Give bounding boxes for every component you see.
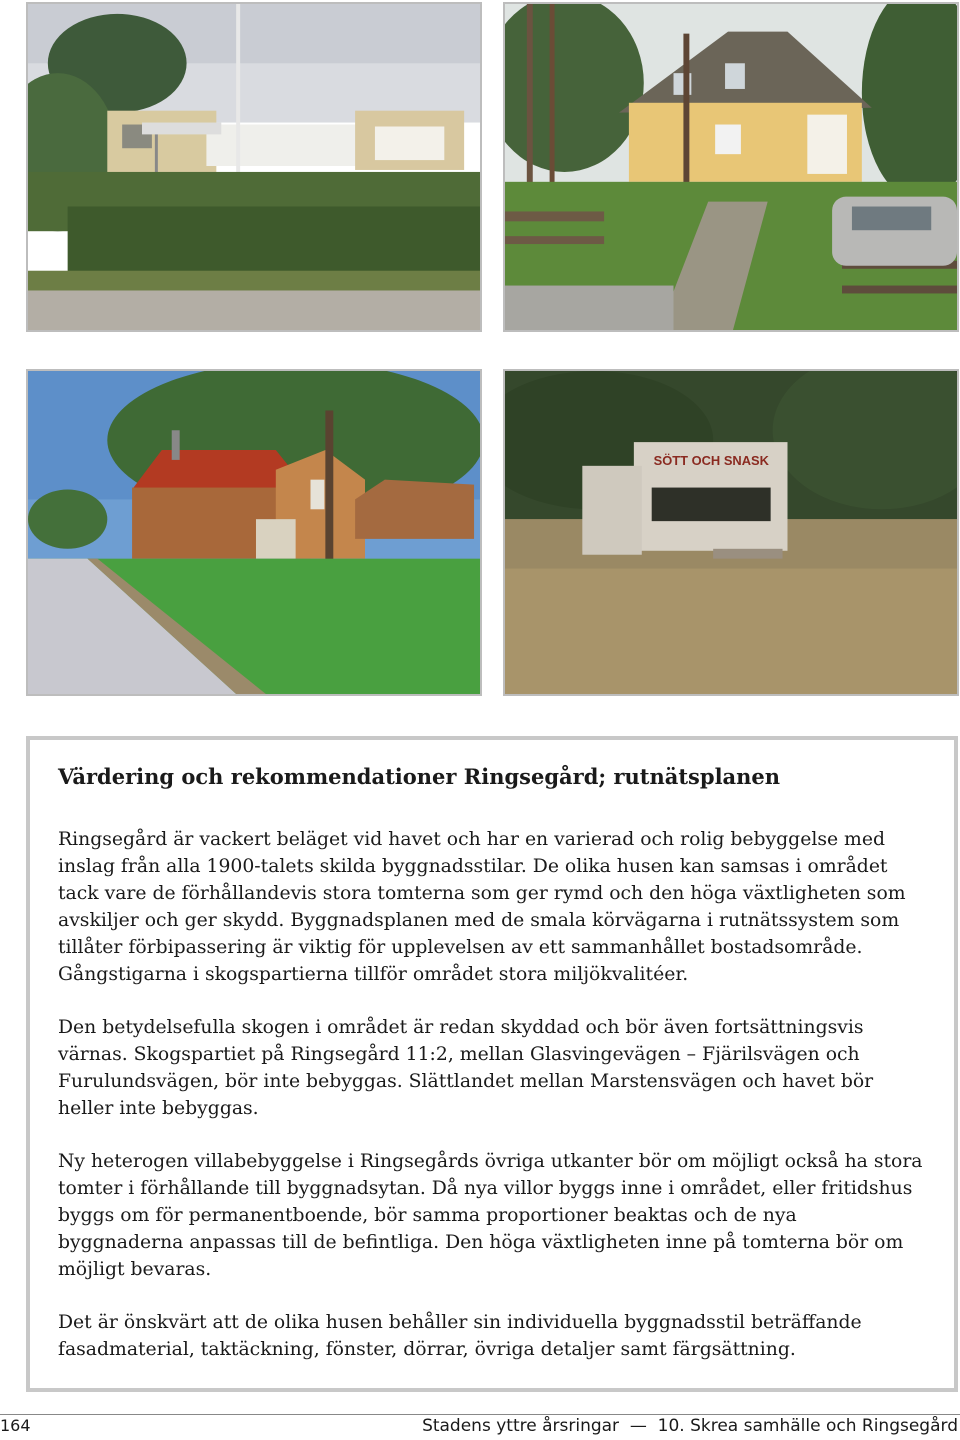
paragraph-1: Ringsegård är vackert beläget vid havet och har en varierad och rolig bebyggelse med inslag från alla 1900-talets skilda byggnadsstilar. De olika husen kan samsas i området tack vare de förhållandevis stora tomterna som ger rymd och den höga växtligheten som avskiljer och ger skydd. Byggnadsplanen med de smala körvägarna i rutnätssystem som tillåter förbipassering är viktig för upplevelsen av ett sammanhållet bostadsområde. Gångstigarna i skogspartierna tillför området stora miljökvalitéer. xyxy=(58,829,906,985)
paragraph-4: Det är önskvärt att de olika husen behåller sin individuella byggnadsstil beträffande fasadmaterial, taktäckning, fönster, dörrar, övriga detaljer samt färgsättning. xyxy=(58,1312,862,1360)
kiosk-in-meadow-photo xyxy=(503,369,959,696)
yellow-house-photo xyxy=(503,2,959,332)
running-head: Stadens yttre årsringar — 10. Skrea samhälle och Ringsegård xyxy=(422,1416,958,1436)
page-footer xyxy=(0,1414,960,1440)
house-with-flagpole-photo xyxy=(26,2,482,332)
paragraph-2: Den betydelsefulla skogen i området är redan skyddad och bör även fortsättningsvis värnas. Skogspartiet på Ringsegård 11:2, mellan Glasvingevägen – Fjärilsvägen och Furulundsvägen, bör inte bebyggas. Slättlandet mellan Marstensvägen och havet bör heller inte bebyggas. xyxy=(58,1017,874,1119)
paragraph-3: Ny heterogen villabebyggelse i Ringsegårds övriga utkanter bör om möjligt också ha stora tomter i förhållande till byggnadsytan. Då nya villor byggs inne i området, eller fritidshus byggs om för permanentboende, bör samma proportioner beaktas och de nya byggnaderna anpassas till de befintliga. Den höga växtligheten inne på tomterna bör om möjligt bevaras. xyxy=(58,1151,923,1280)
recommendations-box xyxy=(26,736,958,1392)
red-roof-wooden-house-photo xyxy=(26,369,482,696)
kiosk-sign-text: SÖTT OCH SNASK xyxy=(653,452,769,468)
section-title: Värdering och rekommendationer Ringsegård; rutnätsplanen xyxy=(58,764,781,789)
page-number: 164 xyxy=(0,1416,31,1435)
footer-rule xyxy=(0,1414,960,1415)
